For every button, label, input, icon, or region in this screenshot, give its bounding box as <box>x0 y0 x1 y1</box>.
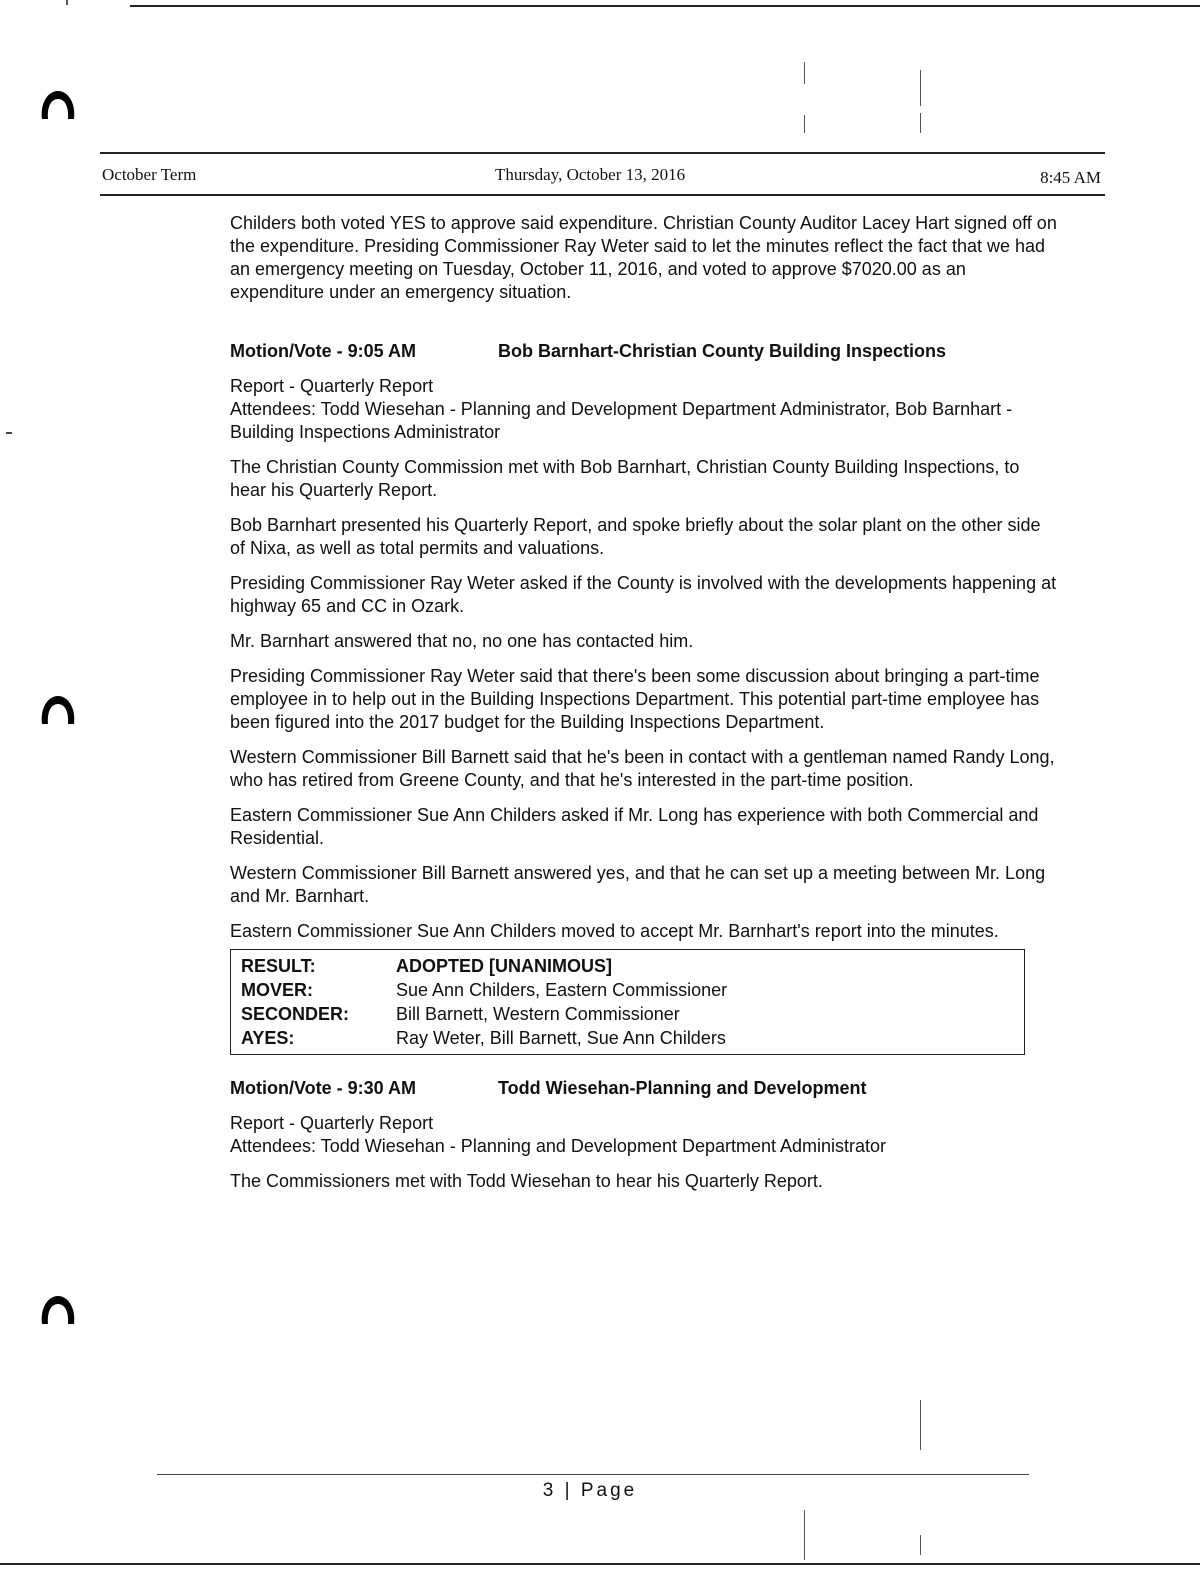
binder-hole-top <box>38 85 78 125</box>
motion-heading <box>230 340 1060 363</box>
binder-hole-bottom <box>38 1290 78 1330</box>
header-term: October Term <box>102 165 197 184</box>
paragraph: Eastern Commissioner Sue Ann Childers asked if Mr. Long has experience with both Commercial and Residential. <box>230 805 1039 848</box>
vote-row-mover <box>241 978 1014 1002</box>
scan-artifact <box>804 1510 805 1560</box>
intro-paragraph: Childers both voted YES to approve said expenditure. Christian County Auditor Lacey Hart signed off on the expenditure. Presiding Commissioner Ray Weter said to let the minutes reflect the fact that we had an emergency meeting on Tuesday, October 11, 2016, and voted to approve $7020.00 as an expenditure under an emergency situation. <box>230 213 1057 302</box>
paragraph: The Commissioners met with Todd Wiesehan to hear his Quarterly Report. <box>230 1171 823 1191</box>
paragraph: Eastern Commissioner Sue Ann Childers moved to accept Mr. Barnhart's report into the minutes. <box>230 921 999 941</box>
scan-top-edge-line <box>130 5 1200 7</box>
binder-hole-middle <box>38 690 78 730</box>
scan-artifact <box>920 70 921 106</box>
scan-artifact <box>920 113 921 133</box>
motion-heading <box>230 1077 1060 1100</box>
motion-time: Motion/Vote - 9:05 AM <box>230 341 416 361</box>
header-time: 8:45 AM <box>1040 168 1101 187</box>
motion-title: Todd Wiesehan-Planning and Development <box>498 1078 867 1098</box>
paragraph: Presiding Commissioner Ray Weter asked if the County is involved with the developments happening at highway 65 and CC in Ozark. <box>230 573 1057 616</box>
attendees: Attendees: Todd Wiesehan - Planning and Development Department Administrator, Bob Barnhart - Building Inspections Administrator <box>230 399 1013 442</box>
vote-value: Bill Barnett, Western Commissioner <box>396 1004 680 1024</box>
motion-title: Bob Barnhart-Christian County Building Inspections <box>498 341 947 361</box>
vote-result-table <box>230 949 1025 1055</box>
vote-row-seconder <box>241 1002 1014 1026</box>
header-date: Thursday, October 13, 2016 <box>495 165 686 184</box>
scan-artifact <box>920 1535 921 1555</box>
paragraph: Presiding Commissioner Ray Weter said that there's been some discussion about bringing a part-time employee in to help out in the Building Inspections Department. This potential part-time employee has been figured into the 2017 budget for the Building Inspections Department. <box>230 666 1040 732</box>
vote-row-result <box>241 954 1014 978</box>
vote-label: SECONDER: <box>241 1004 350 1024</box>
scan-corner-tick <box>66 0 68 5</box>
vote-row-ayes <box>241 1026 1014 1050</box>
attendees: Attendees: Todd Wiesehan - Planning and Development Department Administrator <box>230 1136 887 1156</box>
vote-value: Ray Weter, Bill Barnett, Sue Ann Childers <box>396 1028 726 1048</box>
report-type: Report - Quarterly Report <box>230 376 434 396</box>
paragraph: The Christian County Commission met with Bob Barnhart, Christian County Building Inspections, to hear his Quarterly Report. <box>230 457 1020 500</box>
scan-bottom-edge-line <box>0 1563 1200 1565</box>
section-planning-development <box>230 1077 1060 1193</box>
scan-artifact <box>804 62 805 84</box>
scan-dash-mark <box>6 432 12 434</box>
vote-label: RESULT: <box>241 956 316 976</box>
paragraph: Bob Barnhart presented his Quarterly Report, and spoke briefly about the solar plant on the other side of Nixa, as well as total permits and valuations. <box>230 515 1041 558</box>
report-type: Report - Quarterly Report <box>230 1113 434 1133</box>
paragraph: Western Commissioner Bill Barnett said that he's been in contact with a gentleman named Randy Long, who has retired from Greene County, and that he's interested in the part-time position. <box>230 747 1055 790</box>
vote-value: ADOPTED [UNANIMOUS] <box>396 956 612 976</box>
minutes-body <box>230 212 1060 1205</box>
section-building-inspections <box>230 340 1060 1055</box>
paragraph: Mr. Barnhart answered that no, no one has contacted him. <box>230 631 694 651</box>
vote-value: Sue Ann Childers, Eastern Commissioner <box>396 980 728 1000</box>
vote-label: MOVER: <box>241 980 313 1000</box>
page-header <box>100 152 1105 196</box>
motion-time: Motion/Vote - 9:30 AM <box>230 1078 416 1098</box>
scan-artifact <box>804 115 805 133</box>
scan-artifact <box>920 1400 921 1450</box>
page-number: 3 | Page <box>542 1480 638 1501</box>
paragraph: Western Commissioner Bill Barnett answered yes, and that he can set up a meeting between Mr. Long and Mr. Barnhart. <box>230 863 1046 906</box>
vote-label: AYES: <box>241 1028 295 1048</box>
footer-divider <box>157 1474 1029 1475</box>
